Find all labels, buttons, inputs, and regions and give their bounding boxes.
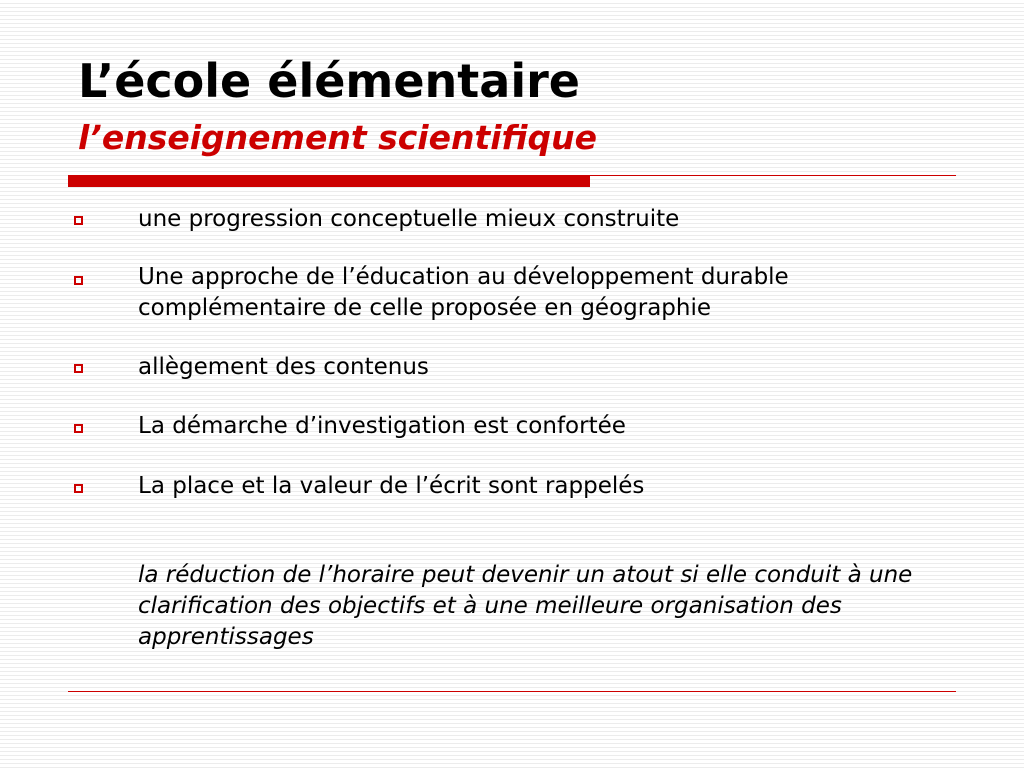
bullet-text: La démarche d’investigation est confortée	[138, 413, 626, 439]
bullet-text: allègement des contenus	[138, 354, 429, 380]
square-bullet-icon	[74, 484, 83, 493]
square-bullet-icon	[74, 424, 83, 433]
square-bullet-icon	[74, 364, 83, 373]
slide-subtitle: l’enseignement scientifique	[78, 118, 598, 157]
title-underline-thin	[590, 175, 956, 176]
bullet-text: Une approche de l’éducation au développement durable complémentaire de celle proposée en géographie	[138, 264, 789, 321]
bullet-text: une progression conceptuelle mieux construite	[138, 206, 680, 232]
slide-title: L’école élémentaire	[78, 54, 580, 108]
italic-note: la réduction de l’horaire peut devenir un atout si elle conduit à une clarification des objectifs et à une meilleure organisation des apprentissages	[138, 562, 913, 650]
title-underline-thick	[68, 175, 590, 187]
bullet-text: La place et la valeur de l’écrit sont rappelés	[138, 473, 645, 499]
square-bullet-icon	[74, 276, 83, 285]
square-bullet-icon	[74, 216, 83, 225]
bottom-divider	[68, 691, 956, 692]
